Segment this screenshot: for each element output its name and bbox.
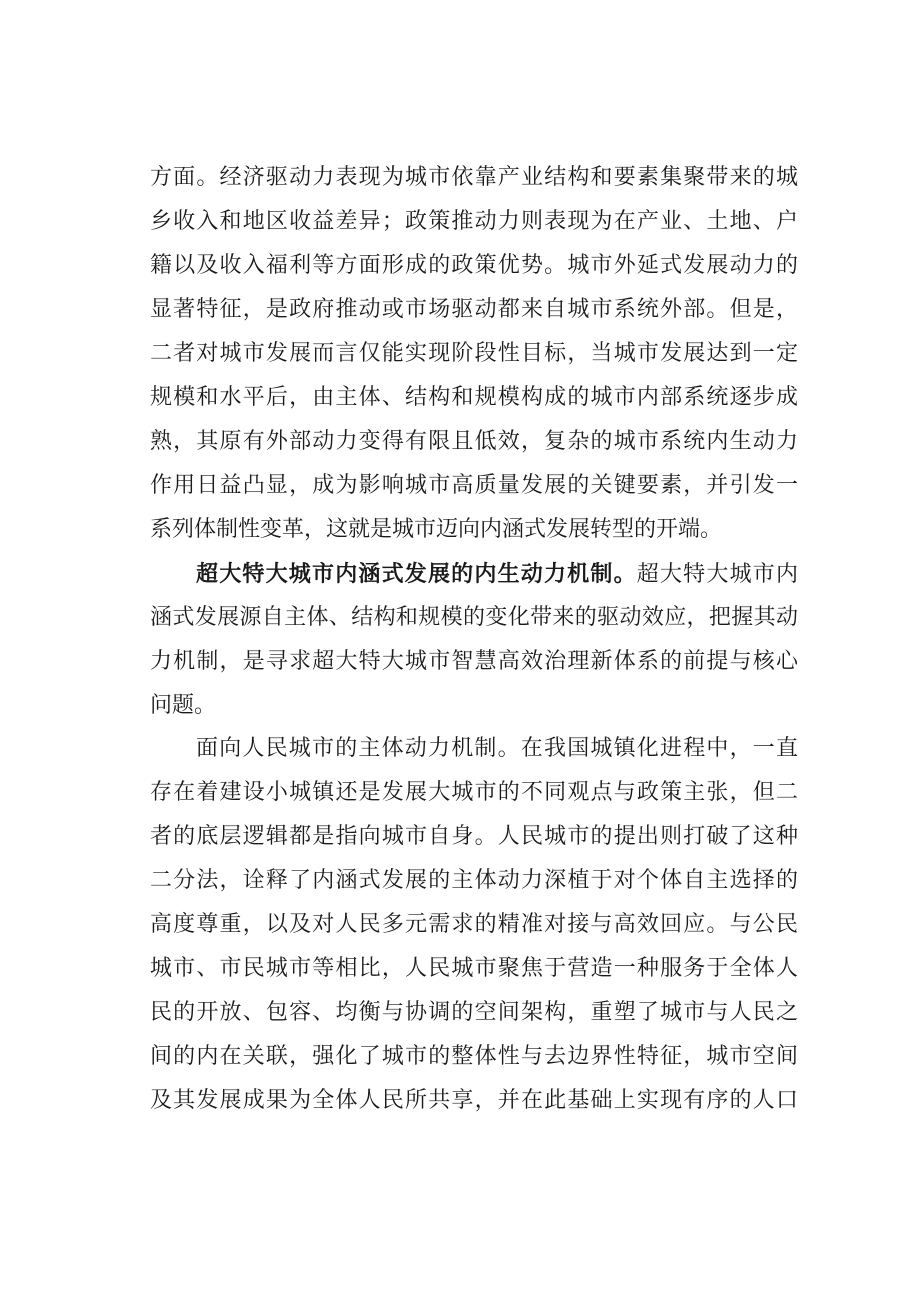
- paragraph-2-line-2: 涵式发展源自主体、结构和规模的变化带来的驱动效应，把握其动: [150, 605, 798, 630]
- paragraph-3-line-1: 面向人民城市的主体动力机制。在我国城镇化进程中，一直: [196, 736, 798, 761]
- paragraph-3-line-8: 间的内在关联，强化了城市的整体性与去边界性特征，城市空间: [150, 1044, 798, 1069]
- paragraph-3-line-3: 者的底层逻辑都是指向城市自身。人民城市的提出则打破了这种: [150, 824, 798, 849]
- paragraph-3-line-6: 城市、市民城市等相比，人民城市聚焦于营造一种服务于全体人: [150, 956, 798, 981]
- paragraph-1-line-3: 籍以及收入福利等方面形成的政策优势。城市外延式发展动力的: [150, 253, 798, 278]
- paragraph-1-line-8: 作用日益凸显，成为影响城市高质量发展的关键要素，并引发一: [150, 473, 798, 498]
- paragraph-1-line-1: 方面。经济驱动力表现为城市依靠产业结构和要素集聚带来的城: [150, 165, 798, 190]
- paragraph-3-line-2: 存在着建设小城镇还是发展大城市的不同观点与政策主张，但二: [150, 780, 798, 805]
- paragraph-1-line-7: 熟，其原有外部动力变得有限且低效，复杂的城市系统内生动力: [150, 429, 798, 454]
- paragraph-3-line-7: 民的开放、包容、均衡与协调的空间架构，重塑了城市与人民之: [150, 1000, 798, 1025]
- paragraph-2-line-1-rest: 超大特大城市内: [636, 562, 798, 587]
- paragraph-3-line-9: 及其发展成果为全体人民所共享，并在此基础上实现有序的人口: [150, 1088, 798, 1113]
- paragraph-1-line-2: 乡收入和地区收益差异；政策推动力则表现为在产业、土地、户: [150, 209, 798, 234]
- paragraph-1-line-9: 系列体制性变革，这就是城市迈向内涵式发展转型的开端。: [150, 517, 723, 542]
- paragraph-2-line-4: 问题。: [150, 693, 217, 718]
- section-heading: 超大特大城市内涵式发展的内生动力机制。: [196, 561, 637, 587]
- paragraph-2-line-1: [196, 554, 798, 594]
- paragraph-3-line-4: 二分法，诠释了内涵式发展的主体动力深植于对个体自主选择的: [150, 868, 798, 893]
- paragraph-1-line-6: 规模和水平后，由主体、结构和规模构成的城市内部系统逐步成: [150, 385, 798, 410]
- paragraph-1-line-5: 二者对城市发展而言仅能实现阶段性目标，当城市发展达到一定: [150, 341, 798, 366]
- paragraph-3-line-5: 高度尊重，以及对人民多元需求的精准对接与高效回应。与公民: [150, 912, 798, 937]
- paragraph-1-line-4: 显著特征，是政府推动或市场驱动都来自城市系统外部。但是，: [150, 297, 798, 322]
- paragraph-2-line-3: 力机制，是寻求超大特大城市智慧高效治理新体系的前提与核心: [150, 649, 798, 674]
